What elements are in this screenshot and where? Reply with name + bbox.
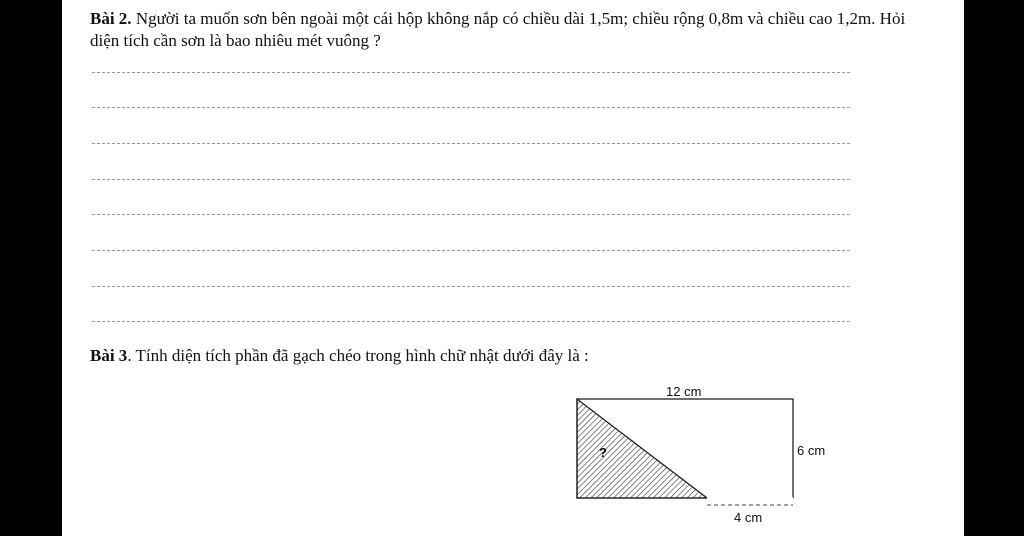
question-bai-2 — [90, 8, 910, 52]
question-2-label: Bài 2. — [90, 9, 132, 28]
answer-line — [92, 286, 850, 287]
label-right-height: 6 cm — [797, 443, 826, 458]
question-2-text: Người ta muốn sơn bên ngoài một cái hộp không nắp có chiều dài 1,5m; chiều rộng 0,8m và chiều cao 1,2m. Hỏi diện tích cần sơn là bao nhiêu mét vuông ? — [90, 9, 906, 50]
question-3-label: Bài 3 — [90, 346, 128, 365]
answer-line — [92, 179, 850, 180]
question-bai-3 — [90, 345, 910, 367]
question-3-text: . Tính diện tích phần đã gạch chéo trong hình chữ nhật dưới đây là : — [127, 346, 589, 365]
answer-line — [92, 321, 850, 322]
label-unknown: ? — [599, 445, 607, 460]
answer-line — [92, 214, 850, 215]
answer-line — [92, 250, 850, 251]
label-top-length: 12 cm — [666, 384, 702, 399]
rectangle-figure — [567, 380, 827, 530]
worksheet-page — [62, 0, 964, 536]
answer-line — [92, 143, 850, 144]
answer-line — [92, 72, 850, 73]
answer-line — [92, 107, 850, 108]
label-bottom-length: 4 cm — [734, 510, 763, 525]
